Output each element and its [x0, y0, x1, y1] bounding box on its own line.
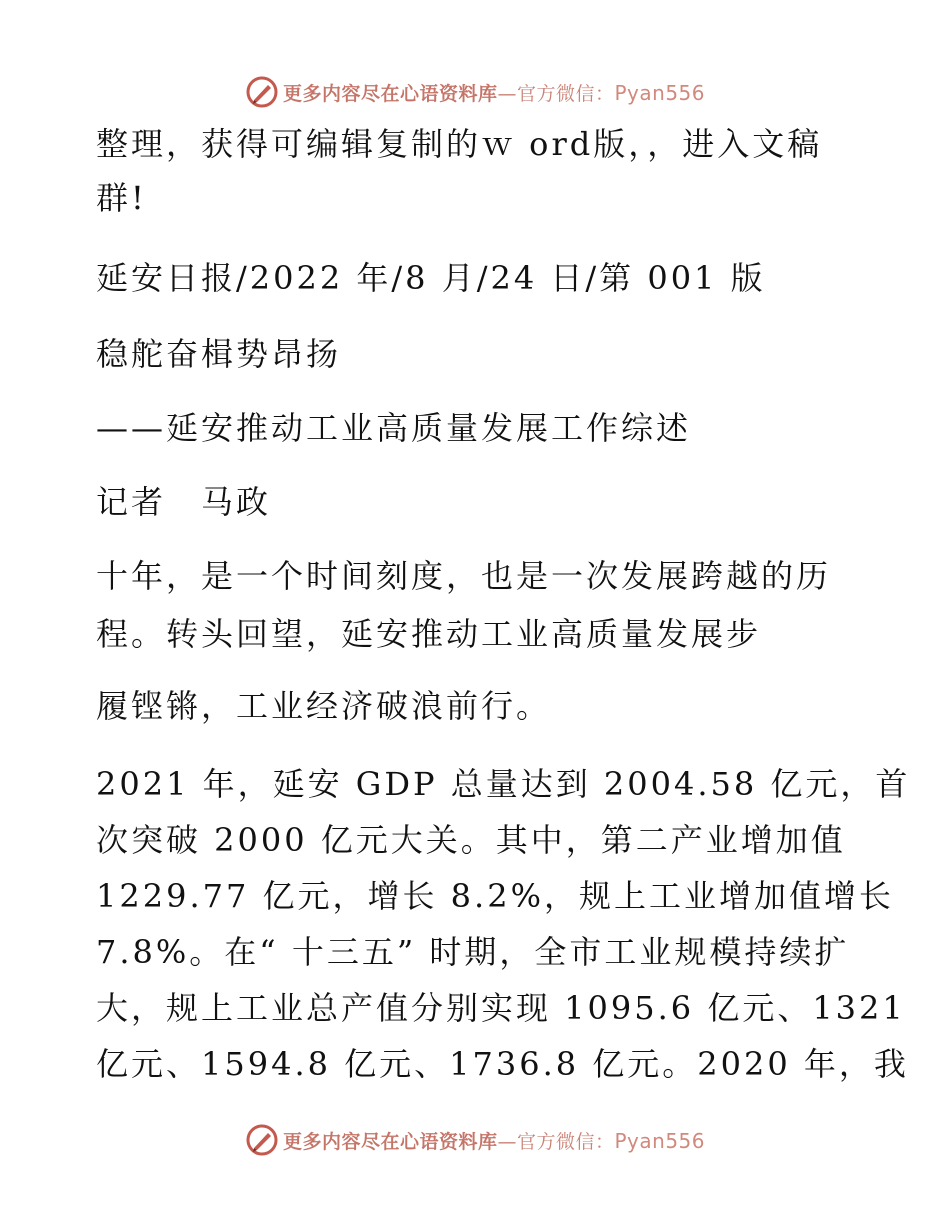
watermark-text [283, 79, 705, 106]
body-line-9: 履铿锵，工业经济破浪前行。 [96, 687, 552, 725]
dateline: 延安日报/2022 年/8 月/24 日/第 001 版 [96, 259, 766, 297]
body-line-14: 大，规上工业总产值分别实现 1095.6 亿元、1321 [96, 989, 906, 1027]
watermark-brand: 更多内容尽在心语资料库 [282, 1130, 498, 1153]
body-line-13: 7.8%。在“ 十三五” 时期，全市工业规模持续扩 [96, 933, 850, 971]
watermark-suffix: 官方微信： [516, 1130, 615, 1153]
watermark-footer [0, 1120, 950, 1160]
pen-seal-icon [245, 1123, 279, 1157]
headline: 稳舵奋楫势昂扬 [96, 335, 342, 373]
watermark-id: Pyan556 [614, 80, 706, 105]
body-line-1: 整理，获得可编辑复制的ｗ ord版，，进入文稿 [96, 125, 823, 163]
watermark-sep: — [497, 82, 517, 105]
watermark-text [283, 1127, 705, 1154]
body-line-11: 次突破 2000 亿元大关。其中，第二产业增加值 [96, 821, 846, 859]
watermark-brand: 更多内容尽在心语资料库 [282, 82, 498, 105]
subheadline: ——延安推动工业高质量发展工作综述 [96, 409, 692, 447]
pen-seal-icon [245, 75, 279, 109]
watermark-header [0, 72, 950, 112]
body-line-12: 1229.77 亿元，增长 8.2%，规上工业增加值增长 [96, 877, 894, 915]
body-line-2: 群! [96, 179, 147, 217]
watermark-suffix: 官方微信： [516, 82, 615, 105]
watermark-sep: — [497, 1130, 517, 1153]
byline: 记者 马政 [96, 483, 272, 521]
body-line-10: 2021 年，延安 GDP 总量达到 2004.58 亿元，首 [96, 765, 911, 803]
body-line-7: 十年，是一个时间刻度，也是一次发展跨越的历 [96, 557, 832, 595]
watermark-id: Pyan556 [614, 1128, 706, 1153]
body-line-8: 程。转头回望，延安推动工业高质量发展步 [96, 615, 762, 653]
body-line-15: 亿元、1594.8 亿元、1736.8 亿元。2020 年，我 [96, 1045, 909, 1083]
